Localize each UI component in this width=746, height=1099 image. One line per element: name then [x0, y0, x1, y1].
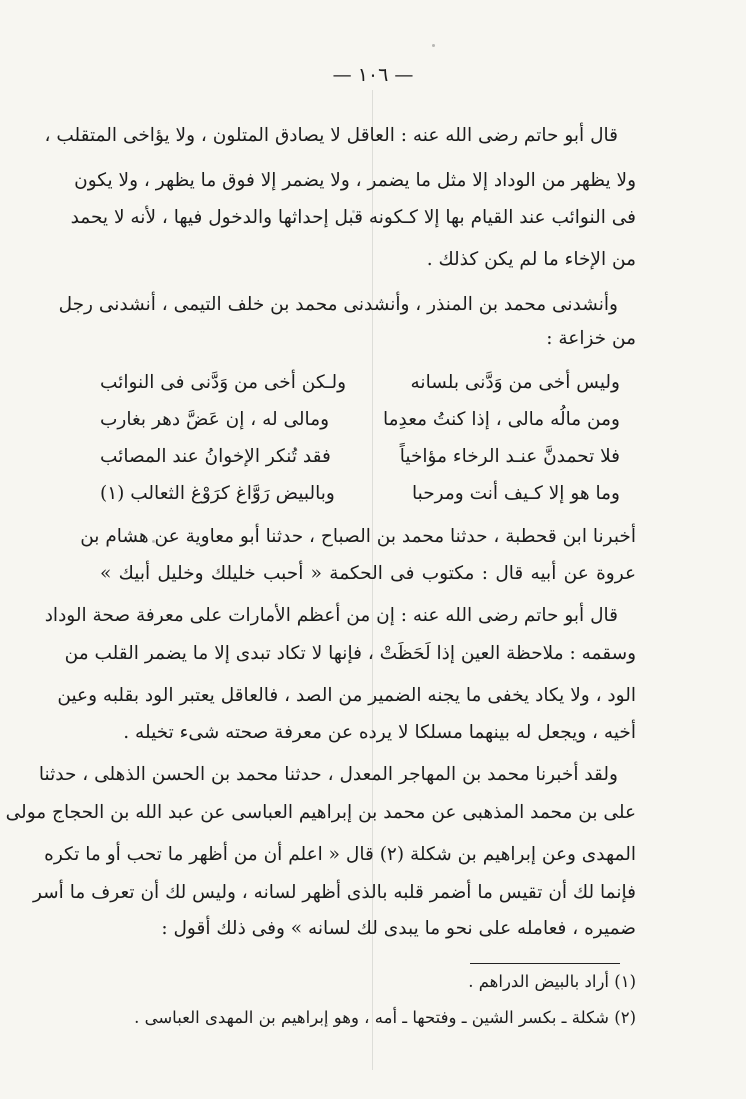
page-number: — ١٠٦ — — [332, 64, 414, 86]
poem-verse — [100, 446, 636, 472]
text-line: أخيه ، ويجعل له بينهما مسلكا لا يرده عن معرفة صحته شىء تخيله . — [123, 722, 636, 743]
text-line: من خزاعة : — [546, 328, 636, 349]
footnote: (١) أراد بالبيض الدراهم . — [468, 972, 636, 991]
footnote: (٢) شكلة ـ بكسر الشين ـ وفتحها ـ أمه ، وهو إبراهيم بن المهدى العباسى . — [134, 1008, 636, 1027]
verse-second-hemistich: فقد تُنكر الإخوانُ عند المصائب — [100, 446, 331, 467]
poem-verse — [100, 409, 636, 435]
text-line: أخبرنا ابن قحطبة ، حدثنا محمد بن الصباح ، حدثنا أبو معاوية عن هشام بن — [80, 526, 636, 547]
footnote-rule — [470, 963, 620, 964]
text-line: على بن محمد المذهبى عن محمد بن إبراهيم العباسى عن عبد الله بن الحجاج مولى — [5, 802, 636, 823]
paper-speck — [432, 44, 435, 47]
text-line: عروة عن أبيه قال : مكتوب فى الحكمة « أحبب خليلك وخليل أبيك » — [100, 563, 636, 584]
poem-verse — [100, 483, 636, 509]
text-line: فى النوائب عند القيام بها إلا كـكونه قبل إحداثها والدخول فيها ، لأنه لا يحمد — [70, 207, 636, 228]
verse-first-hemistich: ومن مالُه مالى ، إذا كنتُ معدِما — [382, 409, 620, 430]
text-line: المهدى وعن إبراهيم بن شكلة (٢) قال « اعلم أن من أظهر ما تحب أو ما تكره — [44, 844, 636, 865]
text-line: قال أبو حاتم رضى الله عنه : العاقل لا يصادق المتلون ، ولا يؤاخى المتقلب ، — [44, 125, 618, 146]
text-line: من الإخاء ما لم يكن كذلك . — [426, 249, 636, 270]
verse-first-hemistich: وليس أخى من وَدَّنى بلسانه — [410, 372, 620, 393]
poem-verse — [100, 372, 636, 398]
verse-second-hemistich: ومالى له ، إن عَضَّ دهر بغارب — [100, 409, 330, 430]
text-line: ضميره ، فعامله على نحو ما يبدى لك لسانه » وفى ذلك أقول : — [161, 918, 636, 939]
text-line: ولقد أخبرنا محمد بن المهاجر المعدل ، حدثنا محمد بن الحسن الذهلى ، حدثنا — [38, 764, 618, 785]
text-line: وسقمه : ملاحظة العين إذا لَحَظَتْ ، فإنها لا تكاد تبدى إلا ما يضمر القلب من — [64, 643, 636, 664]
text-line: وأنشدنى محمد بن المنذر ، وأنشدنى محمد بن خلف التيمى ، أنشدنى رجل — [58, 294, 618, 315]
verse-second-hemistich: وبالبيض رَوَّاغ كرَوْغ الثعالب (١) — [100, 483, 335, 504]
verse-first-hemistich: وما هو إلا كـيف أنت ومرحبا — [411, 483, 620, 504]
text-line: الود ، ولا يكاد يخفى ما يجنه الضمير من الصد ، فالعاقل يعتبر الود بقلبه وعين — [57, 685, 636, 706]
text-line: قال أبو حاتم رضى الله عنه : إن من أعظم الأمارات على معرفة صحة الوداد — [44, 605, 618, 626]
verse-first-hemistich: فلا تحمدنَّ عنـد الرخاء مؤاخياً — [399, 446, 620, 467]
text-line: فإنما لك أن تقيس ما أضمر قلبه بالذى أظهر لسانه ، وليس لك أن تعرف ما أسر — [32, 882, 636, 903]
text-line: ولا يظهر من الوداد إلا مثل ما يضمر ، ولا يضمر إلا فوق ما يظهر ، ولا يكون — [74, 170, 636, 191]
verse-second-hemistich: ولـكن أخى من وَدَّنى فى النوائب — [100, 372, 347, 393]
